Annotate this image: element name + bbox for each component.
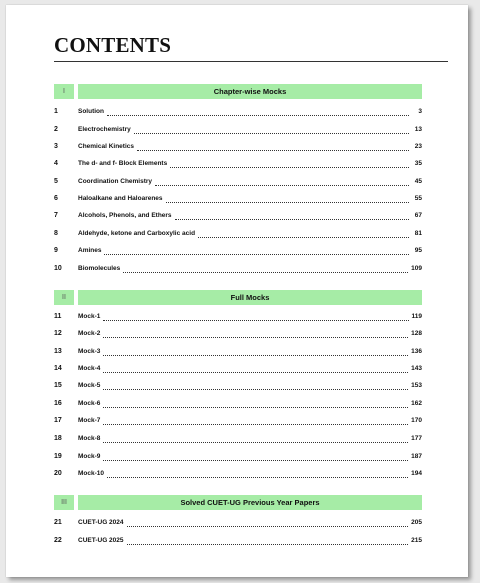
dot-leader bbox=[170, 159, 409, 168]
toc-entry[interactable] bbox=[54, 451, 422, 463]
entry-page: 136 bbox=[411, 348, 422, 355]
entry-title: CUET-UG 2024 bbox=[78, 519, 124, 526]
entry-number: 2 bbox=[54, 126, 58, 133]
entry-number: 13 bbox=[54, 348, 62, 355]
toc-entry[interactable] bbox=[54, 141, 422, 153]
title-rule bbox=[54, 61, 448, 62]
toc-entry[interactable] bbox=[54, 363, 422, 375]
entry-page: 177 bbox=[411, 435, 422, 442]
entry-number: 12 bbox=[54, 330, 62, 337]
entry-number: 20 bbox=[54, 470, 62, 477]
dot-leader bbox=[103, 399, 408, 408]
entry-page: 109 bbox=[411, 265, 422, 272]
entry-page: 23 bbox=[414, 143, 422, 150]
entry-number: 3 bbox=[54, 143, 58, 150]
entry-title: Coordination Chemistry bbox=[78, 178, 153, 185]
toc-entry[interactable] bbox=[54, 468, 422, 480]
toc-entry[interactable] bbox=[54, 106, 422, 118]
entry-title: The d- and f- Block Elements bbox=[78, 160, 168, 167]
entry-number: 18 bbox=[54, 435, 62, 442]
section-numeral: II bbox=[54, 290, 74, 305]
toc-entry[interactable] bbox=[54, 228, 422, 240]
toc-entry[interactable] bbox=[54, 245, 422, 257]
entry-title: Mock-8 bbox=[78, 435, 101, 442]
section-header bbox=[54, 84, 422, 99]
dot-leader bbox=[166, 194, 409, 203]
entry-page: 35 bbox=[414, 160, 422, 167]
entry-number: 9 bbox=[54, 247, 58, 254]
section-title: Solved CUET-UG Previous Year Papers bbox=[78, 495, 422, 510]
dot-leader bbox=[175, 211, 409, 220]
entry-title: Mock-3 bbox=[78, 348, 101, 355]
entry-number: 19 bbox=[54, 453, 62, 460]
entry-page: 187 bbox=[411, 453, 422, 460]
toc-entry[interactable] bbox=[54, 311, 422, 323]
entry-page: 128 bbox=[411, 330, 422, 337]
dot-leader bbox=[103, 381, 408, 390]
dot-leader bbox=[134, 125, 409, 134]
entry-title: Mock-10 bbox=[78, 470, 105, 477]
dot-leader bbox=[107, 107, 409, 116]
entry-number: 16 bbox=[54, 400, 62, 407]
section-header bbox=[54, 290, 422, 305]
entry-page: 119 bbox=[411, 313, 422, 320]
toc-entry[interactable] bbox=[54, 433, 422, 445]
dot-leader bbox=[155, 177, 409, 186]
toc-entry[interactable] bbox=[54, 210, 422, 222]
entry-title: Mock-4 bbox=[78, 365, 101, 372]
dot-leader bbox=[127, 536, 409, 545]
entry-title: Chemical Kinetics bbox=[78, 143, 134, 150]
dot-leader bbox=[103, 312, 408, 321]
dot-leader bbox=[107, 469, 408, 478]
entry-page: 95 bbox=[414, 247, 422, 254]
entry-page: 205 bbox=[411, 519, 422, 526]
dot-leader bbox=[103, 329, 408, 338]
entry-page: 194 bbox=[411, 470, 422, 477]
entry-title: Electrochemistry bbox=[78, 126, 131, 133]
entry-number: 21 bbox=[54, 519, 62, 526]
dot-leader bbox=[127, 518, 409, 527]
toc-entry[interactable] bbox=[54, 346, 422, 358]
dot-leader bbox=[103, 434, 408, 443]
entry-number: 7 bbox=[54, 212, 58, 219]
entry-page: 170 bbox=[411, 417, 422, 424]
entry-page: 45 bbox=[414, 178, 422, 185]
toc-entry[interactable] bbox=[54, 328, 422, 340]
entry-title: Mock-5 bbox=[78, 382, 101, 389]
entry-page: 143 bbox=[411, 365, 422, 372]
entry-page: 215 bbox=[411, 537, 422, 544]
entry-title: Mock-9 bbox=[78, 453, 101, 460]
entry-page: 81 bbox=[414, 230, 422, 237]
dot-leader bbox=[103, 364, 408, 373]
entry-title: Aldehyde, ketone and Carboxylic acid bbox=[78, 230, 196, 237]
dot-leader bbox=[123, 264, 408, 273]
entry-page: 55 bbox=[414, 195, 422, 202]
section-header bbox=[54, 495, 422, 510]
entry-page: 13 bbox=[414, 126, 422, 133]
entry-page: 3 bbox=[418, 108, 422, 115]
entry-number: 15 bbox=[54, 382, 62, 389]
toc-entry[interactable] bbox=[54, 193, 422, 205]
entry-title: Alcohols, Phenols, and Ethers bbox=[78, 212, 172, 219]
document-page bbox=[6, 5, 468, 577]
entry-number: 10 bbox=[54, 265, 62, 272]
section-numeral: III bbox=[54, 495, 74, 510]
dot-leader bbox=[198, 229, 409, 238]
entry-title: Mock-6 bbox=[78, 400, 101, 407]
section-title: Full Mocks bbox=[78, 290, 422, 305]
entry-title: Mock-2 bbox=[78, 330, 101, 337]
entry-number: 8 bbox=[54, 230, 58, 237]
entry-title: CUET-UG 2025 bbox=[78, 537, 124, 544]
section-title: Chapter-wise Mocks bbox=[78, 84, 422, 99]
entry-number: 14 bbox=[54, 365, 62, 372]
toc-entry[interactable] bbox=[54, 380, 422, 392]
entry-title: Mock-7 bbox=[78, 417, 101, 424]
entry-page: 162 bbox=[411, 400, 422, 407]
entry-number: 5 bbox=[54, 178, 58, 185]
toc-entry[interactable] bbox=[54, 176, 422, 188]
dot-leader bbox=[103, 452, 408, 461]
dot-leader bbox=[103, 416, 408, 425]
entry-title: Solution bbox=[78, 108, 104, 115]
entry-page: 67 bbox=[414, 212, 422, 219]
section-numeral: I bbox=[54, 84, 74, 99]
page-title: CONTENTS bbox=[54, 33, 172, 57]
entry-title: Haloalkane and Haloarenes bbox=[78, 195, 163, 202]
entry-number: 1 bbox=[54, 108, 58, 115]
entry-number: 22 bbox=[54, 537, 62, 544]
entry-number: 6 bbox=[54, 195, 58, 202]
entry-title: Amines bbox=[78, 247, 102, 254]
toc-entry[interactable] bbox=[54, 535, 422, 547]
entry-number: 17 bbox=[54, 417, 62, 424]
entry-title: Mock-1 bbox=[78, 313, 101, 320]
toc-entry[interactable] bbox=[54, 124, 422, 136]
toc-entry[interactable] bbox=[54, 263, 422, 275]
toc-entry[interactable] bbox=[54, 398, 422, 410]
entry-number: 4 bbox=[54, 160, 58, 167]
dot-leader bbox=[104, 246, 409, 255]
toc-entry[interactable] bbox=[54, 415, 422, 427]
toc-entry[interactable] bbox=[54, 517, 422, 529]
dot-leader bbox=[137, 142, 409, 151]
entry-title: Biomolecules bbox=[78, 265, 121, 272]
entry-number: 11 bbox=[54, 313, 62, 320]
entry-page: 153 bbox=[411, 382, 422, 389]
toc-entry[interactable] bbox=[54, 158, 422, 170]
dot-leader bbox=[103, 347, 408, 356]
